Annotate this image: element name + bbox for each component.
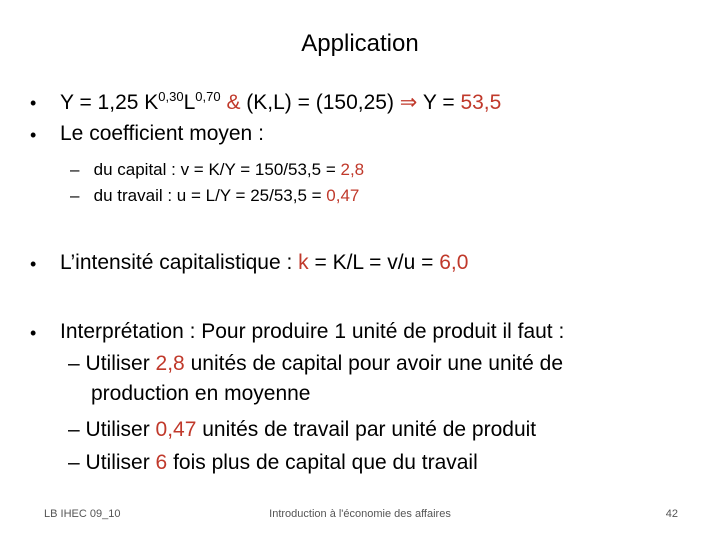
ampersand: & <box>226 91 241 114</box>
capital-coefficient-line <box>70 160 364 180</box>
bullet: • <box>30 93 37 113</box>
interpretation-item-continuation <box>91 382 311 406</box>
item-text-before: Utiliser <box>85 418 156 441</box>
exponent-capital: 0,30 <box>158 89 184 104</box>
result-prefix: Y = <box>422 91 461 114</box>
formula-prefix: Y = 1,25 K <box>60 91 159 114</box>
capital-intensity-k: k <box>298 251 309 274</box>
slide-title: Application <box>301 30 419 57</box>
slide-number: 42 <box>665 508 678 520</box>
capital-intensity-prefix: L’intensité capitalistique : <box>60 251 299 274</box>
dash: – <box>70 186 80 205</box>
item-text-before: Utiliser <box>85 451 156 474</box>
formula-line <box>60 90 501 115</box>
formula-labor: L <box>183 91 196 114</box>
item-text-before: Utiliser <box>85 352 156 375</box>
bullet: • <box>30 125 37 145</box>
interpretation-item <box>68 451 478 475</box>
item-text-before: production en moyenne <box>91 382 311 405</box>
item-value: 0,47 <box>155 418 197 441</box>
capital-intensity-value: 6,0 <box>439 251 469 274</box>
exponent-labor: 0,70 <box>195 89 221 104</box>
footer-left: LB IHEC 09_10 <box>44 508 121 520</box>
capital-intensity-line <box>60 251 468 275</box>
average-coefficient-heading: Le coefficient moyen : <box>60 122 264 145</box>
inputs-values: (K,L) = (150,25) <box>246 91 394 114</box>
bullet: • <box>30 254 37 274</box>
interpretation-heading: Interprétation : Pour produire 1 unité de produit il faut : <box>60 320 565 343</box>
dash: – <box>68 418 80 441</box>
item-value: 2,8 <box>155 352 185 375</box>
dash: – <box>70 160 80 179</box>
labor-coefficient-value: 0,47 <box>326 186 360 205</box>
dash: – <box>68 451 80 474</box>
interpretation-item <box>68 352 563 376</box>
labor-coefficient-text: du travail : u = L/Y = 25/53,5 = <box>93 186 327 205</box>
item-value: 6 <box>155 451 168 474</box>
item-text-after: fois plus de capital que du travail <box>167 451 478 474</box>
bullet: • <box>30 323 37 343</box>
result-value: 53,5 <box>460 91 502 114</box>
capital-coefficient-text: du capital : v = K/Y = 150/53,5 = <box>93 160 341 179</box>
implies-arrow: ⇒ <box>399 91 418 114</box>
labor-coefficient-line <box>70 186 359 206</box>
dash: – <box>68 352 80 375</box>
footer-center: Introduction à l'économie des affaires <box>269 508 451 520</box>
capital-intensity-formula: = K/L = v/u = <box>308 251 440 274</box>
interpretation-item <box>68 418 536 442</box>
capital-coefficient-value: 2,8 <box>340 160 365 179</box>
item-text-after: unités de travail par unité de produit <box>196 418 537 441</box>
item-text-after: unités de capital pour avoir une unité de <box>184 352 564 375</box>
